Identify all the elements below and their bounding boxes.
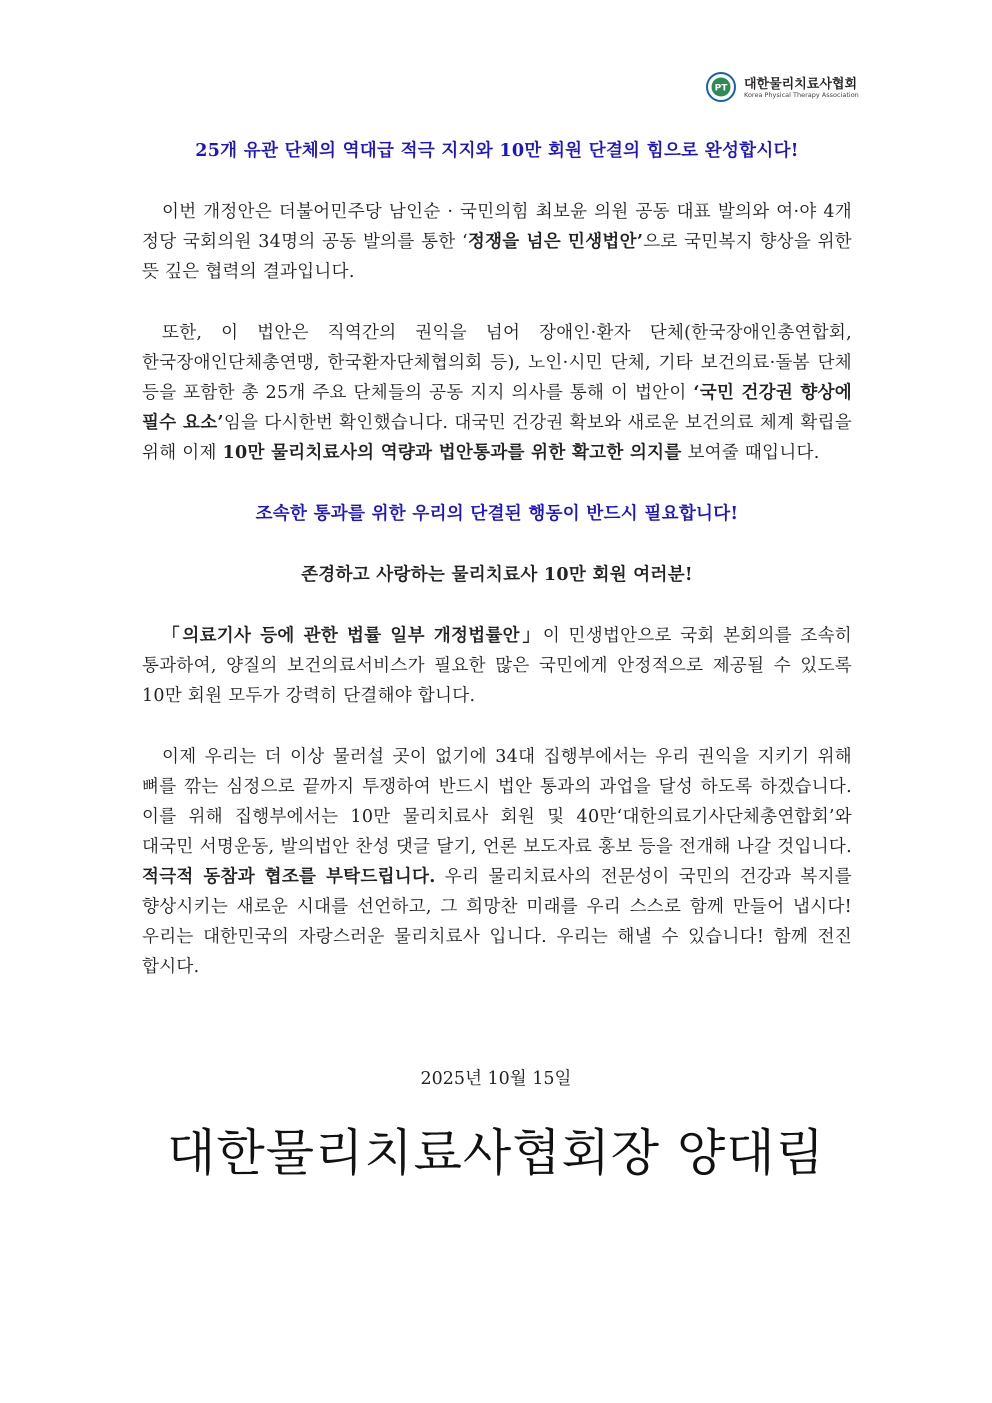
text: 임을 다시한번 확인했습니다. 대국민 건강권 확보와 새로운 보건의료 체계 확립을 위해 이제 [142,413,853,463]
heading-support: 25개 유관 단체의 역대급 적극 지지와 10만 회원 단결의 힘으로 완성합시다! [195,141,799,161]
paragraph-amendment [142,197,852,287]
heading-members: 존경하고 사랑하는 물리치료사 10만 회원 여러분! [301,565,693,585]
text: 이번 개정안은 더불어민주당 남인순 · 국민의힘 최보윤 의원 공동 대표 발의와 여·야 4개 정당 국회의원 34명의 공동 발의를 통한 ‘ [142,202,852,252]
association-emblem-icon [706,72,736,102]
text: 보여줄 때입니다. [681,443,820,463]
text: 우리 물리치료사의 전문성이 국민의 건강과 복지를 향상시키는 새로운 시대를 선언하고, 그 희망찬 미래를 우리 스스로 함께 만들어 냅시다! 우리는 대한민국의 자랑스러운 물리치료사 입니다. 우리는 해낼 수 있습니다! 함께 전진 합시다. [142,867,852,977]
association-logo [706,70,906,106]
logo-name-korean: 대한물리치료사협회 [744,77,858,92]
paragraph-commitment [142,742,852,982]
bold-text: 「의료기사 등에 관한 법률 일부 개정법률안」 [162,626,543,646]
letter-body [142,136,852,982]
emblem-text: PT [714,83,728,94]
logo-name-english: Korea Physical Therapy Association [744,91,859,99]
text: 이제 우리는 더 이상 물러설 곳이 없기에 34대 집행부에서는 우리 권익을 지키기 위해 뼈를 깎는 심정으로 끝까지 투쟁하여 반드시 법안 통과의 과업을 달성 하도록 하겠습니다. 이를 위해 집행부에서는 10만 물리치료사 회원 및 40만‘대한의료기사단체총연합회’와 대국민 서명운동, 발의법안 찬성 댓글 달기, 언론 보도자료 홍보 등을 전개해 나갈 것입니다. [142,747,852,857]
heading-action: 조속한 통과를 위한 우리의 단결된 행동이 반드시 필요합니다! [255,504,739,524]
letter-date: 2025년 10월 15일 [420,1069,572,1089]
text: 또한, 이 법안은 직역간의 권익을 넘어 장애인·환자 단체(한국장애인총연합회, 한국장애인단체총연맹, 한국환자단체협의회 등), 노인·시민 단체, 기타 보건의료·돌봄 단체 등을 포함한 총 25개 주요 단체들의 공동 지지 의사를 통해 이 법안이 [142,323,852,403]
bold-text: 적극적 동참과 협조를 부탁드립니다. [142,867,436,887]
bold-text: 정쟁을 넘은 민생법안’ [467,232,644,252]
bold-text: 10만 물리치료사의 역량과 법안통과를 위한 확고한 의지를 [222,443,682,463]
paragraph-bill [142,621,852,711]
signature: 대한물리치료사협회장 양대림 [167,1124,825,1182]
text: 으로 국민복지 향상을 위한 뜻 깊은 협력의 결과입니다. [142,232,853,282]
bold-text: ‘국민 건강권 향상에 필수 요소’ [142,383,852,433]
paragraph-support-groups [142,318,852,468]
text: 이 민생법안으로 국회 본회의를 조속히 통과하여, 양질의 보건의료서비스가 필요한 많은 국민에게 안정적으로 제공될 수 있도록 10만 회원 모두가 강력히 단결해야 합니다. [142,626,852,706]
